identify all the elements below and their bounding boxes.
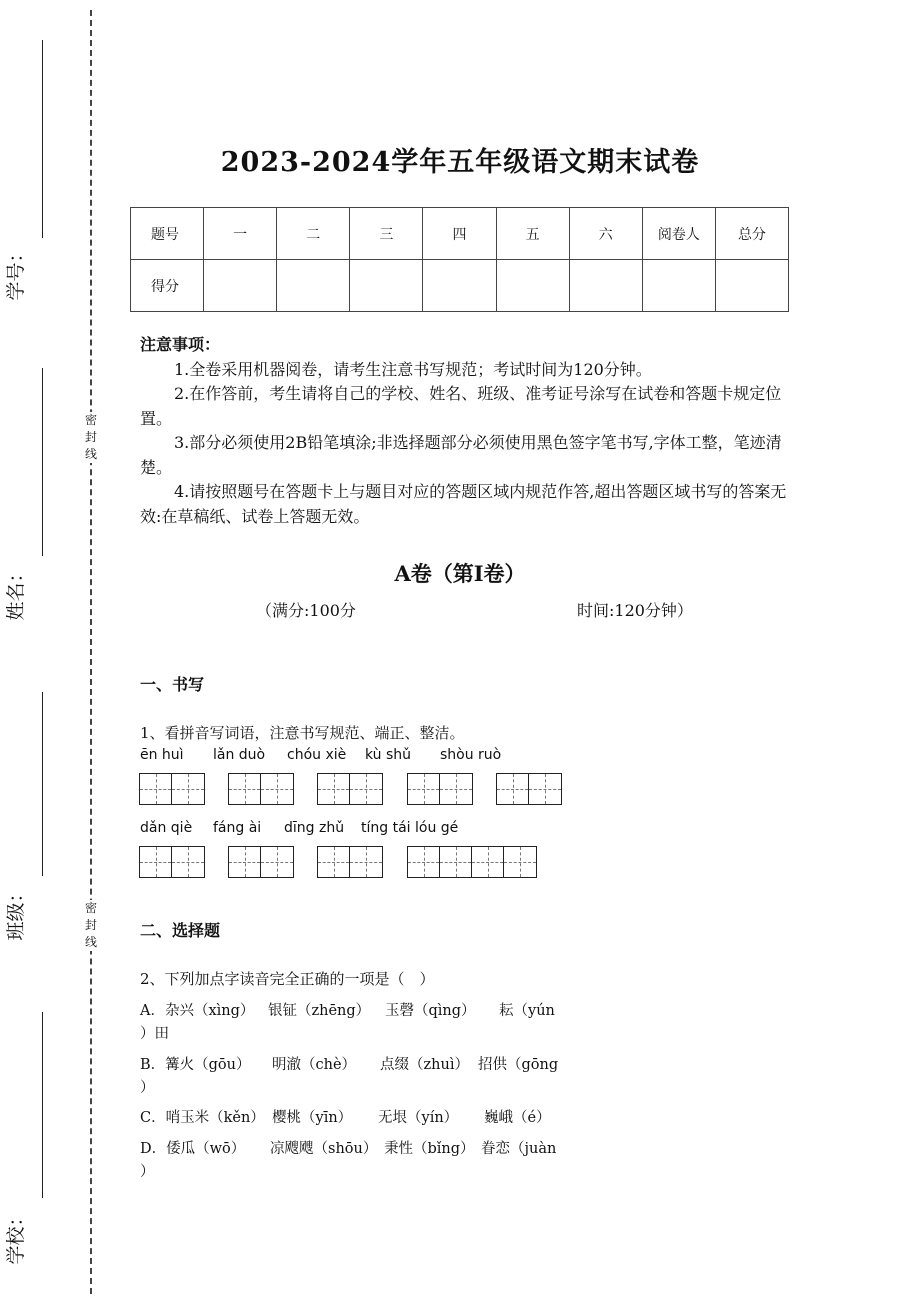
option-c-part: 樱桃（yīn） [272,1110,353,1126]
student-id-label: 学号： [4,243,27,301]
notice-heading: 注意事项： [140,335,221,354]
pinyin-label: dīng zhǔ [284,820,345,836]
seal-text-lower: 密封线 [82,900,100,951]
option-a-part: 玉磬（qìng） [385,1003,476,1019]
score-table-score-row [131,260,789,312]
name-label: 姓名： [4,563,27,621]
volume-title: A卷（第I卷） [394,561,526,586]
option-b-part: 招供（gōng [478,1057,559,1073]
school-rule [42,1012,43,1198]
writing-grid[interactable] [407,773,473,805]
notice-item: 3.部分必须使用2B铅笔填涂;非选择题部分必须使用黑色签字笔书写,字体工整，笔迹清楚。 [140,433,782,477]
score-cell[interactable] [204,260,277,312]
writing-grid[interactable] [317,773,383,805]
option-b-part: ） [140,1080,155,1096]
pinyin-label: shòu ruò [440,747,502,763]
option-a-part: ）田 [140,1026,169,1042]
score-cell[interactable] [350,260,423,312]
score-header-cell: 总分 [715,208,788,260]
score-cell[interactable] [569,260,642,312]
notice-item: 4.请按照题号在答题卡上与题目对应的答题区域内规范作答,超出答题区域书写的答案无效:在草稿纸、试卷上答题无效。 [140,482,787,526]
score-header-cell: 二 [277,208,350,260]
pinyin-label: ēn huì [140,747,184,763]
question-1-text: 1、看拼音写词语，注意书写规范、端正、整洁。 [140,724,465,742]
notice-item: 2.在作答前，考生请将自己的学校、姓名、班级、准考证号涂写在试卷和答题卡规定位置。 [140,384,782,428]
score-table-header-row [131,208,789,260]
option-a-part: 耘（yún [499,1003,555,1019]
writing-grid[interactable] [496,773,562,805]
score-cell[interactable] [496,260,569,312]
option-a-part: A．杂兴（xìng） [140,1003,255,1019]
binding-dashed-line [90,10,92,1294]
name-rule [42,368,43,556]
question-2-text: 2、下列加点字读音完全正确的一项是（ ） [140,970,435,988]
score-cell[interactable] [642,260,715,312]
score-header-cell: 五 [496,208,569,260]
writing-grid[interactable] [139,846,205,878]
class-label: 班级： [4,883,27,941]
pinyin-label: dǎn qiè [140,820,193,836]
option-b-part: 点缀（zhuì） [380,1057,469,1073]
option-d-part: ） [140,1164,155,1180]
score-cell[interactable] [423,260,496,312]
pinyin-label: kù shǔ [365,747,412,763]
class-rule [42,692,43,876]
pinyin-label: fáng ài [213,820,262,836]
option-d-part: 眷恋（juàn [481,1141,557,1157]
notice-block [140,333,790,529]
score-row-label: 得分 [131,260,204,312]
pinyin-label: lǎn duò [213,747,266,763]
score-header-cell: 题号 [131,208,204,260]
student-id-rule [42,40,43,238]
writing-grid[interactable] [139,773,205,805]
score-table [130,207,789,312]
option-c-part: 无垠（yín） [378,1110,459,1126]
exam-title: 2023-2024学年五年级语文期末试卷 [220,147,700,178]
score-header-cell: 六 [569,208,642,260]
score-cell[interactable] [277,260,350,312]
option-b-part: 明澈（chè） [272,1057,357,1073]
option-c-part: C．哨玉米（kěn） [140,1110,265,1126]
pinyin-label: tíng tái lóu gé [361,820,459,836]
volume-full-score: （满分:100分 [256,601,356,620]
notice-item: 1.全卷采用机器阅卷，请考生注意书写规范；考试时间为120分钟。 [174,359,652,379]
writing-grid[interactable] [228,846,294,878]
score-header-cell: 一 [204,208,277,260]
writing-grid[interactable] [317,846,383,878]
option-d-part: 凉飕飕（shōu） [270,1141,378,1157]
volume-time: 时间:120分钟） [577,601,693,620]
pinyin-label: chóu xiè [287,747,347,763]
school-label: 学校： [4,1207,27,1265]
option-d-part: 秉性（bǐng） [384,1141,475,1157]
option-c-part: 巍峨（é） [484,1110,551,1126]
section-1-title: 一、书写 [140,675,205,694]
section-2-title: 二、选择题 [140,921,221,940]
option-b-part: B．篝火（gōu） [140,1057,251,1073]
score-header-cell: 阅卷人 [642,208,715,260]
option-a-part: 银钲（zhēng） [268,1003,371,1019]
score-header-cell: 三 [350,208,423,260]
score-header-cell: 四 [423,208,496,260]
writing-grid[interactable] [228,773,294,805]
score-cell[interactable] [715,260,788,312]
writing-grid[interactable] [407,846,537,878]
option-d-part: D．倭瓜（wō） [140,1141,246,1157]
seal-text-upper: 密封线 [82,412,100,463]
